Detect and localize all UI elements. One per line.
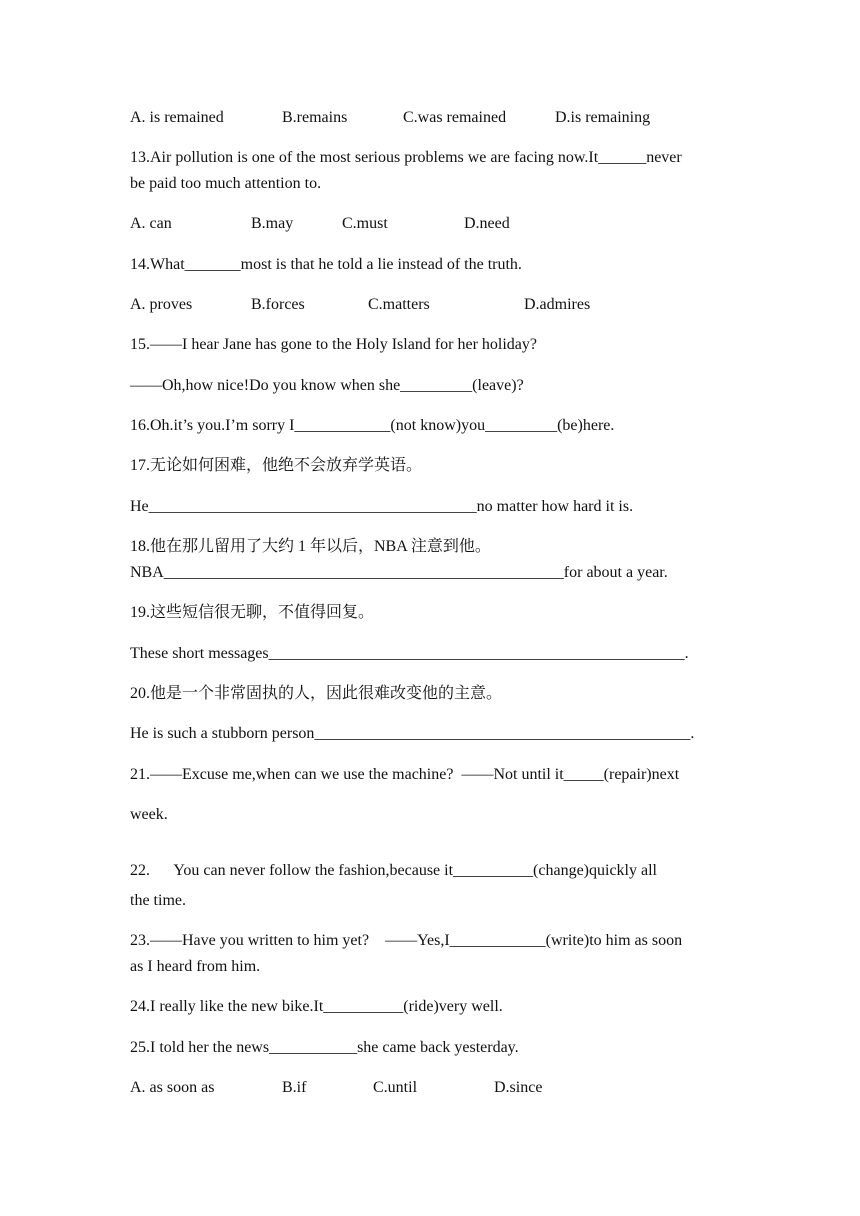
q25-option-c: C.until	[373, 1079, 418, 1096]
q12-option-c: C.was remained	[403, 109, 507, 126]
q17-line-1: 17.无论如何困难，他绝不会放弃学英语。	[130, 457, 423, 474]
q12-option-b: B.remains	[282, 109, 348, 126]
q21-line-2: week.	[130, 806, 168, 823]
q13-option-a: A. can	[130, 215, 172, 232]
q21-line-1: 21.——Excuse me,when can we use the machine? ——Not until it_____(repair)next	[130, 766, 680, 783]
q13-line-2: be paid too much attention to.	[130, 175, 322, 192]
q25-option-d: D.since	[494, 1079, 543, 1096]
q25-option-b: B.if	[282, 1079, 307, 1096]
q13-line-1: 13.Air pollution is one of the most serious problems we are facing now.It______never	[130, 149, 682, 166]
q19-line-2: These short messages____________________________________________________.	[130, 645, 689, 662]
q12-option-d: D.is remaining	[555, 109, 651, 126]
q13-option-b: B.may	[251, 215, 294, 232]
q20-line-1: 20.他是一个非常固执的人，因此很难改变他的主意。	[130, 685, 503, 702]
q18-line-1: 18.他在那儿留用了大约 1 年以后，NBA 注意到他。	[130, 538, 491, 555]
q24-line: 24.I really like the new bike.It__________(ride)very well.	[130, 998, 503, 1015]
q19-line-1: 19.这些短信很无聊，不值得回复。	[130, 604, 375, 621]
q14-line: 14.What_______most is that he told a lie instead of the truth.	[130, 256, 522, 273]
q25-option-a: A. as soon as	[130, 1079, 215, 1096]
q14-option-b: B.forces	[251, 296, 305, 313]
q22-line-2: the time.	[130, 892, 186, 909]
q15-line-1: 15.——I hear Jane has gone to the Holy Island for her holiday?	[130, 336, 537, 353]
q14-option-a: A. proves	[130, 296, 193, 313]
q20-line-2: He is such a stubborn person_______________________________________________.	[130, 725, 695, 742]
q14-option-d: D.admires	[524, 296, 591, 313]
q16-line: 16.Oh.it’s you.I’m sorry I____________(not know)you_________(be)here.	[130, 417, 615, 434]
q12-option-a: A. is remained	[130, 109, 224, 126]
q13-option-c: C.must	[342, 215, 388, 232]
q23-line-2: as I heard from him.	[130, 958, 261, 975]
q14-option-c: C.matters	[368, 296, 430, 313]
q17-line-2: He_________________________________________no matter how hard it is.	[130, 498, 634, 515]
q13-option-d: D.need	[464, 215, 510, 232]
q25-line: 25.I told her the news___________she came back yesterday.	[130, 1039, 519, 1056]
q18-line-2: NBA__________________________________________________for about a year.	[130, 564, 668, 581]
q15-line-2: ——Oh,how nice!Do you know when she_________(leave)?	[130, 377, 524, 394]
q23-line-1: 23.——Have you written to him yet? ——Yes,I____________(write)to him as soon	[130, 932, 683, 949]
q22-line-1: 22. You can never follow the fashion,because it__________(change)quickly all	[130, 862, 657, 879]
